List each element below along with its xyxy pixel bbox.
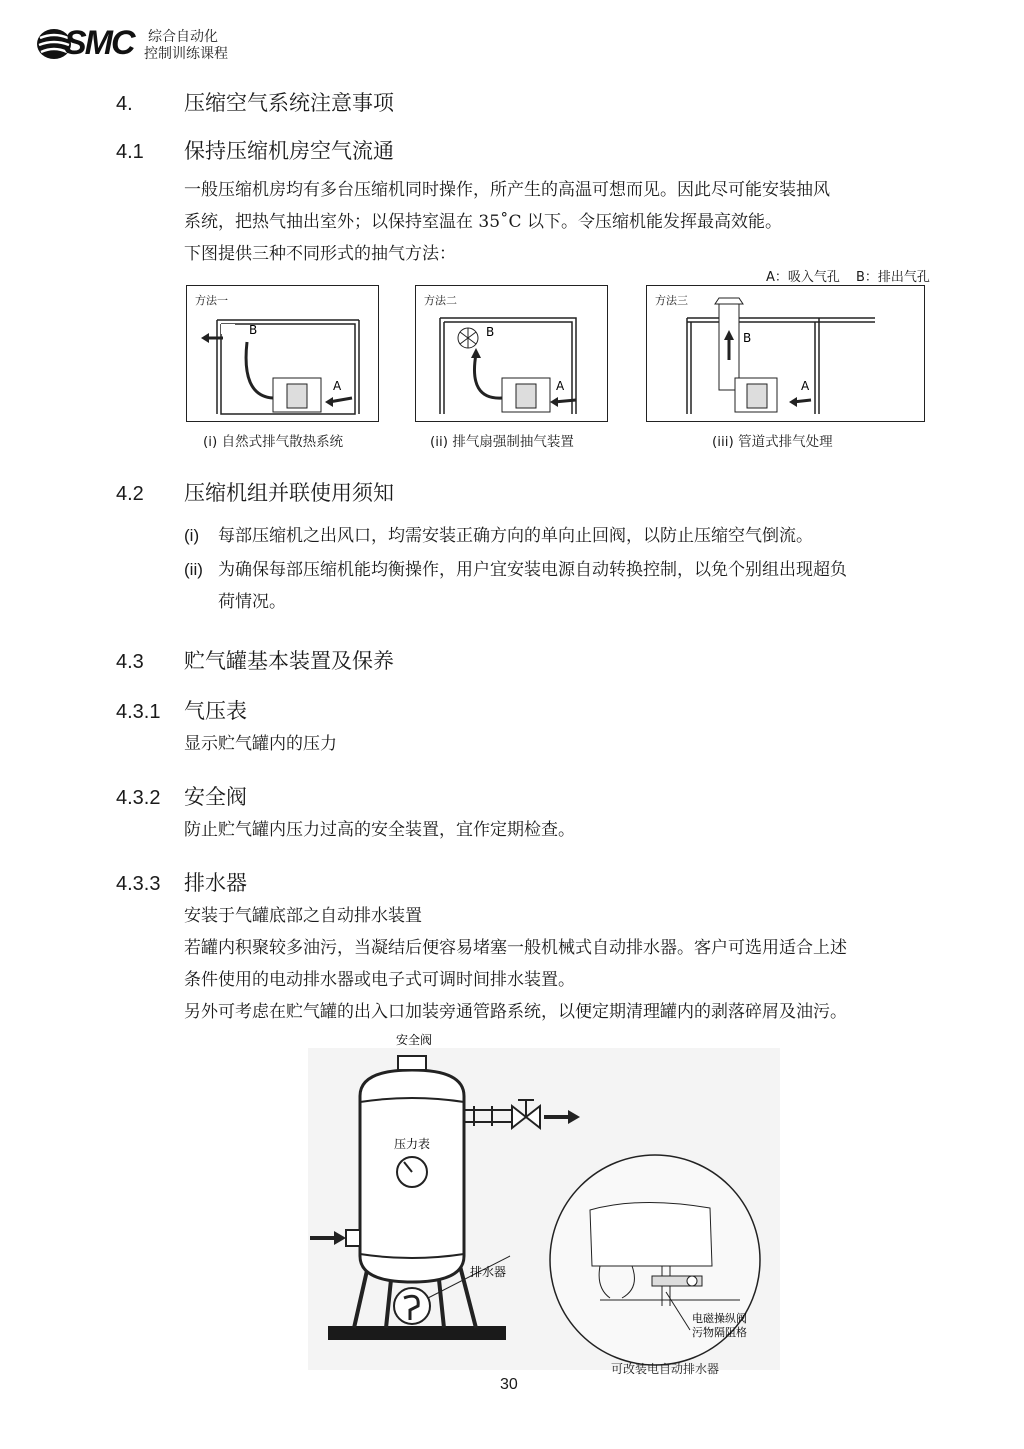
method-2-title: 方法二 <box>424 294 457 307</box>
method-2-label-a: A <box>556 379 565 393</box>
tank-diagram <box>300 1030 790 1375</box>
tank-label-solenoid: 电磁操纵阀 <box>692 1312 747 1325</box>
legend-b: B：排出气孔 <box>856 270 930 285</box>
section-4-3-3-line4: 另外可考虑在贮气罐的出入口加装旁通管路系统，以便定期清理罐内的剥落碎屑及油污。 <box>184 1002 847 1022</box>
section-4-3-3-title: 排水器 <box>184 871 247 895</box>
tank-label-drain: 排水器 <box>470 1265 507 1279</box>
section-4-3-1-number: 4.3.1 <box>116 701 161 723</box>
section-4-1-number: 4.1 <box>116 141 144 163</box>
section-4-2-item2-line2: 荷情况。 <box>218 592 286 612</box>
section-4-3-2-text: 防止贮气罐内压力过高的安全装置，宜作定期检查。 <box>184 820 575 840</box>
section-4-2-item1-marker: (i) <box>184 526 200 545</box>
section-4-3-3-line2: 若罐内积聚较多油污，当凝结后便容易堵塞一般机械式自动排水器。客户可选用适合上述 <box>184 938 847 958</box>
brand-name: SMC <box>64 24 134 62</box>
method-3-panel <box>646 285 925 422</box>
drain-icon <box>394 1288 430 1324</box>
method-3-title: 方法三 <box>655 294 688 307</box>
section-4-1-line1: 一般压缩机房均有多台压缩机同时操作，所产生的高温可想而见。因此尽可能安装抽风 <box>184 180 830 200</box>
legend-a: A：吸入气孔 <box>766 270 840 285</box>
tank-label-pressure-gauge: 压力表 <box>394 1137 431 1151</box>
method-2-panel <box>415 285 608 422</box>
brand-subtitle-1: 综合自动化 <box>148 29 218 45</box>
method-3-label-a: A <box>801 379 810 393</box>
method-3-diagram <box>647 286 924 421</box>
section-4-1-line3: 下图提供三种不同形式的抽气方法： <box>184 244 456 264</box>
tank-caption: 可改装电自动排水器 <box>611 1362 720 1376</box>
section-4-2-item2-line1: 为确保每部压缩机能均衡操作，用户宜安装电源自动转换控制，以免个别组出现超负 <box>218 560 847 580</box>
section-4-2-item2-marker: (ii) <box>184 560 203 579</box>
section-4-2-title: 压缩机组并联使用须知 <box>184 481 394 505</box>
section-4-1-title: 保持压缩机房空气流通 <box>184 139 394 163</box>
section-4-3-1-text: 显示贮气罐内的压力 <box>184 734 337 754</box>
method-1-panel <box>186 285 379 422</box>
section-4-3-3-line3: 条件使用的电动排水器或电子式可调时间排水装置。 <box>184 970 575 990</box>
method-1-label-a: A <box>333 379 342 393</box>
safety-valve-icon <box>398 1056 426 1070</box>
section-4-3-3-line1: 安装于气罐底部之自动排水装置 <box>184 906 422 926</box>
brand-subtitle-2: 控制训练课程 <box>144 46 228 62</box>
method-2-caption: (ii) 排气扇强制抽气装置 <box>430 434 574 450</box>
section-4-3-1-title: 气压表 <box>184 699 247 723</box>
method-1-caption: (i) 自然式排气散热系统 <box>203 434 344 450</box>
method-2-diagram <box>416 286 607 421</box>
section-4-3-3-number: 4.3.3 <box>116 873 161 895</box>
section-4-number: 4. <box>116 93 133 115</box>
tank-label-filter: 污物隔阻格 <box>692 1326 747 1339</box>
section-4-2-number: 4.2 <box>116 483 144 505</box>
section-4-3-title: 贮气罐基本装置及保养 <box>184 649 394 673</box>
method-2-label-b: B <box>486 325 495 339</box>
method-1-diagram <box>187 286 378 421</box>
section-4-3-2-title: 安全阀 <box>184 785 247 809</box>
method-1-title: 方法一 <box>195 294 228 307</box>
method-1-label-b: B <box>249 323 258 337</box>
section-4-3-2-number: 4.3.2 <box>116 787 161 809</box>
section-4-3-number: 4.3 <box>116 651 144 673</box>
method-3-caption: (iii) 管道式排气处理 <box>712 434 833 450</box>
tank-label-safety-valve: 安全阀 <box>396 1033 433 1047</box>
method-3-label-b: B <box>743 331 752 345</box>
section-4-title: 压缩空气系统注意事项 <box>184 91 394 115</box>
section-4-2-item1: 每部压缩机之出风口，均需安装正确方向的单向止回阀，以防止压缩空气倒流。 <box>218 526 813 546</box>
page-number: 30 <box>500 1376 518 1393</box>
section-4-1-line2: 系统，把热气抽出室外；以保持室温在 35˚C 以下。令压缩机能发挥最高效能。 <box>184 212 782 232</box>
